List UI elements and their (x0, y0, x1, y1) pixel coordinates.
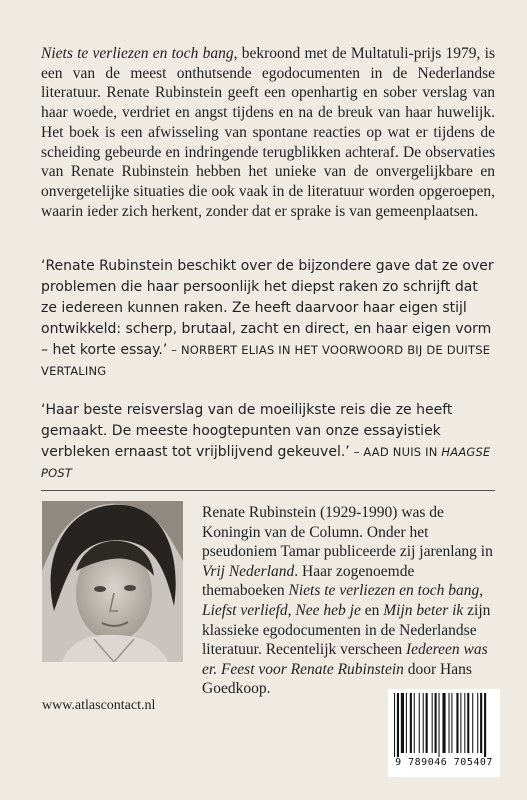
review-quote-nuis (41, 400, 495, 484)
barcode-bar (472, 693, 473, 753)
barcode-bar (423, 693, 424, 753)
blurb-text: , bekroond met de Multatuli-prijs 1979, is een van de meest onthutsende egodocumenten in de Nederlandse literatuur. Renate Rubinstein geeft een openhartig en sober verslag van haar woede, verdriet en angst tijdens en na de breuk van haar huwelijk. Het boek is een afwisseling van spontane reacties op wat er tijdens de scheiding gebeurde en indringende terugblikken achteraf. De observaties van Renate Rubinstein hebben het unieke van de onvergelijkbare en onvergetelijke situaties die ook vaak in de literatuur worden opgeroepen, waarin ieder zich herkent, zonder dat er sprake is van gemeenplaatsen. (41, 45, 495, 220)
barcode-bar (484, 693, 486, 757)
barcode-bar (477, 693, 478, 753)
barcode-bar (419, 693, 420, 753)
barcode-bar (451, 693, 452, 753)
barcode-bar (464, 693, 465, 753)
book-title-italic: Niets te verliezen en toch bang (41, 45, 234, 62)
barcode-bar (442, 693, 445, 753)
bio-text: , (479, 582, 484, 600)
barcode-bar (401, 693, 404, 753)
bio-italic: Niets te verliezen en toch bang (288, 582, 480, 600)
barcode-bar (435, 693, 437, 753)
bio-italic: Iedereen was er. Feest voor Renate Rubinstein (202, 641, 488, 678)
barcode-bar (439, 693, 440, 757)
quote-text: ‘Renate Rubinstein beschikt over de bijzondere gave dat ze over problemen die haar persoonlijk het diepst raken zo schrijft dat ze iedereen kunnen raken. Ze heeft daarvoor haar eigen stijl ontwikkeld: scherp, brutaal, zacht en direct, en haar eigen vorm – het korte essay.’ (41, 258, 494, 358)
section-divider (41, 490, 495, 491)
barcode-bar (432, 693, 433, 753)
author-photo (42, 501, 183, 662)
isbn-number: 9 789046 705407 (395, 757, 493, 768)
publisher-website: www.atlascontact.nl (42, 698, 156, 713)
barcode-bar (410, 693, 412, 753)
barcode-bar (460, 693, 461, 753)
bio-text: , (287, 601, 296, 619)
barcode-bar (449, 693, 450, 753)
bio-text: zijn klassieke egodocumenten in de Nederlandse literatuur. Recentelijk verscheen (202, 601, 491, 659)
quote-attribution: – AAD NUIS IN (349, 445, 442, 459)
bio-italic: Mijn beter ik (383, 601, 464, 619)
bio-text: Renate Rubinstein (1929-1990) was de Koningin van de Column. Onder het pseudoniem Tamar publiceerde zij jarenlang in (202, 504, 493, 561)
isbn-barcode (388, 689, 500, 777)
barcode-bar (480, 693, 482, 753)
barcode-bars (394, 693, 494, 757)
author-bio (202, 503, 498, 699)
barcode-bar (456, 693, 458, 753)
bio-text: . Haar zogenoemde themaboeken (202, 562, 415, 600)
quote-attribution: – NORBERT ELIAS IN HET VOORWOORD BIJ DE DUITSE VERTALING (41, 343, 491, 378)
quote-text: ‘Haar beste reisverslag van de moeilijkste reis die ze heeft gemaakt. De meeste hoogtepunten van onze essayistiek verbleken ernaast tot vrijblijvend gekeuvel.’ (41, 402, 453, 460)
barcode-bar (414, 693, 415, 753)
bio-text: en (360, 601, 384, 619)
barcode-bar (397, 693, 399, 757)
bio-italic: Nee heb je (295, 601, 361, 619)
bio-text: door Hans Goedkoop. (202, 660, 472, 698)
bio-italic: Vrij Nederland (202, 562, 295, 580)
bio-italic: Liefst verliefd (202, 601, 288, 619)
barcode-bar (467, 693, 469, 753)
review-quote-elias (41, 256, 495, 382)
barcode-bar (394, 693, 395, 757)
barcode-bar (406, 693, 407, 753)
barcode-bar (426, 693, 428, 753)
quote-attribution-source: HAAGSE POST (41, 445, 491, 480)
back-cover-blurb (41, 44, 495, 221)
